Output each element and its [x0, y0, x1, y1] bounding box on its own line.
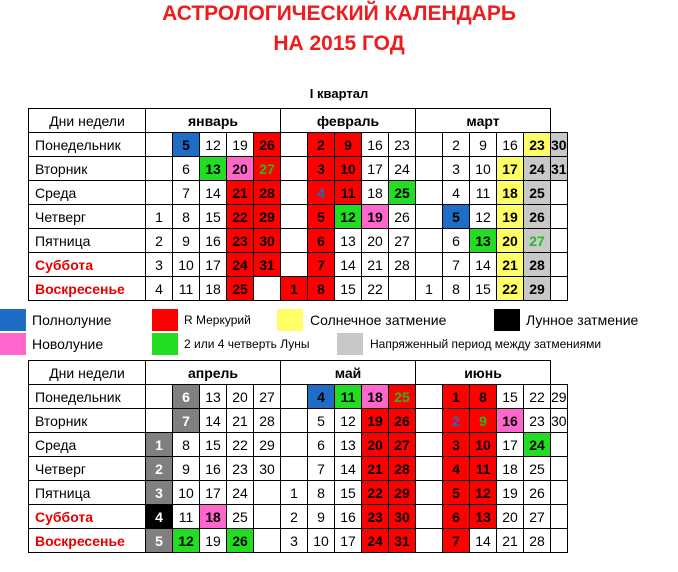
day-cell-march-3: 3: [443, 157, 470, 181]
day-cell-june-13: 13: [470, 505, 497, 529]
day-cell-may-24: 24: [362, 529, 389, 553]
day-cell-june-22: 22: [524, 385, 551, 409]
day-cell-january-28: 28: [254, 181, 281, 205]
weekday-label-friday: Пятница: [29, 481, 146, 505]
week-row-wednesday: [29, 181, 568, 205]
weekday-label-saturday: Суббота: [29, 253, 146, 277]
day-cell-march-21: 21: [497, 253, 524, 277]
day-cell-march-26: 26: [524, 205, 551, 229]
day-cell-may-18: 18: [362, 385, 389, 409]
day-cell-january-13: 13: [200, 157, 227, 181]
week-row-friday: [29, 229, 568, 253]
day-cell-may-4: 4: [308, 385, 335, 409]
day-cell-may-23: 23: [362, 505, 389, 529]
empty-cell: [416, 409, 443, 433]
r-mercury-swatch: [152, 309, 178, 331]
day-cell-january-17: 17: [200, 253, 227, 277]
day-cell-june-9: 9: [470, 409, 497, 433]
empty-cell: [416, 529, 443, 553]
day-cell-march-4: 4: [443, 181, 470, 205]
day-cell-april-24: 24: [227, 481, 254, 505]
week-row-thursday: [29, 457, 568, 481]
day-cell-april-8: 8: [173, 433, 200, 457]
day-cell-february-10: 10: [335, 157, 362, 181]
empty-cell: [551, 181, 568, 205]
legend-full-moon: Полнолуние: [32, 312, 112, 328]
day-cell-march-12: 12: [470, 205, 497, 229]
day-cell-march-16: 16: [497, 133, 524, 157]
empty-cell: [146, 157, 173, 181]
day-cell-march-17: 17: [497, 157, 524, 181]
legend-quarter-moon: 2 или 4 четверть Луны: [184, 337, 310, 351]
empty-cell: [281, 409, 308, 433]
day-cell-march-20: 20: [497, 229, 524, 253]
empty-cell: [281, 457, 308, 481]
legend-tense-period: Напряженный период между затмениями: [370, 337, 602, 351]
day-cell-april-23: 23: [227, 457, 254, 481]
day-cell-february-20: 20: [362, 229, 389, 253]
day-cell-may-16: 16: [335, 505, 362, 529]
day-cell-march-15: 15: [470, 277, 497, 301]
day-cell-may-28: 28: [389, 457, 416, 481]
day-cell-undefined-30: 30: [551, 409, 568, 433]
quarter-moon-swatch: [152, 333, 178, 355]
day-cell-february-16: 16: [362, 133, 389, 157]
day-cell-undefined-30: 30: [551, 133, 568, 157]
day-cell-february-19: 19: [362, 205, 389, 229]
day-cell-january-16: 16: [200, 229, 227, 253]
day-cell-april-1: 1: [146, 433, 173, 457]
empty-cell: [551, 277, 568, 301]
day-cell-january-29: 29: [254, 205, 281, 229]
quarter-label: I квартал: [309, 86, 369, 101]
weekday-label-monday: Понедельник: [29, 133, 146, 157]
weekdays-header: Дни недели: [29, 361, 146, 385]
empty-cell: [416, 433, 443, 457]
day-cell-may-22: 22: [362, 481, 389, 505]
day-cell-may-19: 19: [362, 409, 389, 433]
day-cell-march-5: 5: [443, 205, 470, 229]
day-cell-february-26: 26: [389, 205, 416, 229]
day-cell-june-11: 11: [470, 457, 497, 481]
day-cell-february-6: 6: [308, 229, 335, 253]
empty-cell: [416, 457, 443, 481]
day-cell-february-7: 7: [308, 253, 335, 277]
day-cell-february-24: 24: [389, 157, 416, 181]
weekday-label-tuesday: Вторник: [29, 409, 146, 433]
week-row-sunday: [29, 529, 568, 553]
day-cell-january-20: 20: [227, 157, 254, 181]
day-cell-february-27: 27: [389, 229, 416, 253]
day-cell-june-18: 18: [497, 457, 524, 481]
day-cell-june-16: 16: [497, 409, 524, 433]
day-cell-may-26: 26: [389, 409, 416, 433]
day-cell-june-4: 4: [443, 457, 470, 481]
day-cell-february-18: 18: [362, 181, 389, 205]
day-cell-march-27: 27: [524, 229, 551, 253]
empty-cell: [254, 481, 281, 505]
day-cell-january-4: 4: [146, 277, 173, 301]
day-cell-january-1: 1: [146, 205, 173, 229]
empty-cell: [551, 457, 568, 481]
day-cell-may-11: 11: [335, 385, 362, 409]
day-cell-may-21: 21: [362, 457, 389, 481]
empty-cell: [389, 277, 416, 301]
day-cell-january-11: 11: [173, 277, 200, 301]
day-cell-may-27: 27: [389, 433, 416, 457]
weekday-label-monday: Понедельник: [29, 385, 146, 409]
day-cell-january-19: 19: [227, 133, 254, 157]
day-cell-may-1: 1: [281, 481, 308, 505]
day-cell-may-3: 3: [281, 529, 308, 553]
day-cell-january-2: 2: [146, 229, 173, 253]
day-cell-january-5: 5: [173, 133, 200, 157]
empty-cell: [281, 253, 308, 277]
weekday-label-thursday: Четверг: [29, 457, 146, 481]
day-cell-june-28: 28: [524, 529, 551, 553]
quarter-2-table: [28, 360, 568, 553]
weekday-label-sunday: Воскресенье: [29, 529, 146, 553]
day-cell-february-3: 3: [308, 157, 335, 181]
day-cell-april-13: 13: [200, 385, 227, 409]
day-cell-april-4: 4: [146, 505, 173, 529]
empty-cell: [416, 385, 443, 409]
month-header-june: июнь: [416, 361, 551, 385]
day-cell-february-17: 17: [362, 157, 389, 181]
empty-cell: [416, 229, 443, 253]
empty-cell: [551, 205, 568, 229]
day-cell-may-5: 5: [308, 409, 335, 433]
day-cell-may-14: 14: [335, 457, 362, 481]
empty-cell: [254, 277, 281, 301]
day-cell-may-17: 17: [335, 529, 362, 553]
day-cell-january-31: 31: [254, 253, 281, 277]
lunar-eclipse-swatch: [494, 309, 520, 331]
day-cell-march-22: 22: [497, 277, 524, 301]
day-cell-january-27: 27: [254, 157, 281, 181]
day-cell-june-12: 12: [470, 481, 497, 505]
day-cell-january-24: 24: [227, 253, 254, 277]
day-cell-january-7: 7: [173, 181, 200, 205]
day-cell-april-29: 29: [254, 433, 281, 457]
day-cell-january-6: 6: [173, 157, 200, 181]
day-cell-january-23: 23: [227, 229, 254, 253]
empty-cell: [416, 505, 443, 529]
day-cell-march-19: 19: [497, 205, 524, 229]
day-cell-april-18: 18: [200, 505, 227, 529]
day-cell-february-1: 1: [281, 277, 308, 301]
weekdays-header: Дни недели: [29, 109, 146, 133]
weekday-label-thursday: Четверг: [29, 205, 146, 229]
day-cell-april-7: 7: [173, 409, 200, 433]
day-cell-january-14: 14: [200, 181, 227, 205]
tense-period-swatch: [337, 333, 363, 355]
day-cell-january-26: 26: [254, 133, 281, 157]
weekday-label-wednesday: Среда: [29, 181, 146, 205]
month-header-may: май: [281, 361, 416, 385]
day-cell-february-22: 22: [362, 277, 389, 301]
day-cell-january-10: 10: [173, 253, 200, 277]
legend: [0, 309, 678, 357]
day-cell-january-22: 22: [227, 205, 254, 229]
day-cell-january-3: 3: [146, 253, 173, 277]
day-cell-june-7: 7: [443, 529, 470, 553]
day-cell-may-31: 31: [389, 529, 416, 553]
day-cell-march-13: 13: [470, 229, 497, 253]
day-cell-february-9: 9: [335, 133, 362, 157]
day-cell-march-14: 14: [470, 253, 497, 277]
day-cell-april-20: 20: [227, 385, 254, 409]
empty-cell: [551, 505, 568, 529]
week-row-saturday: [29, 505, 568, 529]
day-cell-may-29: 29: [389, 481, 416, 505]
month-header-april: апрель: [146, 361, 281, 385]
day-cell-june-23: 23: [524, 409, 551, 433]
empty-cell: [281, 229, 308, 253]
day-cell-april-26: 26: [227, 529, 254, 553]
day-cell-june-1: 1: [443, 385, 470, 409]
day-cell-june-5: 5: [443, 481, 470, 505]
day-cell-june-25: 25: [524, 457, 551, 481]
day-cell-april-27: 27: [254, 385, 281, 409]
week-row-wednesday: [29, 433, 568, 457]
day-cell-june-15: 15: [497, 385, 524, 409]
week-row-saturday: [29, 253, 568, 277]
day-cell-may-9: 9: [308, 505, 335, 529]
day-cell-april-15: 15: [200, 433, 227, 457]
day-cell-april-10: 10: [173, 481, 200, 505]
week-row-monday: [29, 133, 568, 157]
day-cell-may-25: 25: [389, 385, 416, 409]
empty-cell: [281, 385, 308, 409]
empty-cell: [551, 229, 568, 253]
day-cell-april-16: 16: [200, 457, 227, 481]
day-cell-march-25: 25: [524, 181, 551, 205]
day-cell-may-7: 7: [308, 457, 335, 481]
new-moon-swatch: [0, 333, 26, 355]
week-row-friday: [29, 481, 568, 505]
day-cell-may-20: 20: [362, 433, 389, 457]
day-cell-february-28: 28: [389, 253, 416, 277]
legend-new-moon: Новолуние: [32, 336, 104, 352]
month-header-february: февраль: [281, 109, 416, 133]
day-cell-february-12: 12: [335, 205, 362, 229]
week-row-tuesday: [29, 409, 568, 433]
day-cell-march-28: 28: [524, 253, 551, 277]
day-cell-april-22: 22: [227, 433, 254, 457]
empty-cell: [416, 133, 443, 157]
week-row-sunday: [29, 277, 568, 301]
day-cell-february-23: 23: [389, 133, 416, 157]
weekday-label-wednesday: Среда: [29, 433, 146, 457]
day-cell-january-21: 21: [227, 181, 254, 205]
day-cell-march-6: 6: [443, 229, 470, 253]
day-cell-march-8: 8: [443, 277, 470, 301]
week-row-thursday: [29, 205, 568, 229]
week-row-monday: [29, 385, 568, 409]
day-cell-april-9: 9: [173, 457, 200, 481]
day-cell-june-24: 24: [524, 433, 551, 457]
day-cell-march-7: 7: [443, 253, 470, 277]
day-cell-february-13: 13: [335, 229, 362, 253]
day-cell-march-23: 23: [524, 133, 551, 157]
day-cell-may-10: 10: [308, 529, 335, 553]
day-cell-january-25: 25: [227, 277, 254, 301]
empty-cell: [254, 505, 281, 529]
day-cell-april-25: 25: [227, 505, 254, 529]
empty-cell: [416, 157, 443, 181]
day-cell-undefined-29: 29: [551, 385, 568, 409]
weekday-label-saturday: Суббота: [29, 505, 146, 529]
day-cell-april-19: 19: [200, 529, 227, 553]
empty-cell: [281, 181, 308, 205]
day-cell-may-2: 2: [281, 505, 308, 529]
day-cell-june-8: 8: [470, 385, 497, 409]
month-header-march: март: [416, 109, 551, 133]
day-cell-may-13: 13: [335, 433, 362, 457]
empty-cell: [416, 481, 443, 505]
legend-solar-eclipse: Солнечное затмение: [310, 312, 447, 328]
day-cell-april-21: 21: [227, 409, 254, 433]
empty-cell: [146, 133, 173, 157]
day-cell-june-14: 14: [470, 529, 497, 553]
empty-cell: [281, 157, 308, 181]
day-cell-march-2: 2: [443, 133, 470, 157]
day-cell-february-4: 4: [308, 181, 335, 205]
day-cell-april-14: 14: [200, 409, 227, 433]
full-moon-swatch: [0, 309, 26, 331]
day-cell-june-19: 19: [497, 481, 524, 505]
day-cell-april-30: 30: [254, 457, 281, 481]
day-cell-april-2: 2: [146, 457, 173, 481]
empty-cell: [146, 409, 173, 433]
day-cell-june-17: 17: [497, 433, 524, 457]
weekday-label-sunday: Воскресенье: [29, 277, 146, 301]
day-cell-june-26: 26: [524, 481, 551, 505]
empty-cell: [551, 433, 568, 457]
day-cell-february-25: 25: [389, 181, 416, 205]
day-cell-june-3: 3: [443, 433, 470, 457]
empty-cell: [551, 529, 568, 553]
day-cell-april-17: 17: [200, 481, 227, 505]
page-title-line2: НА 2015 ГОД: [273, 32, 405, 55]
day-cell-may-8: 8: [308, 481, 335, 505]
day-cell-february-15: 15: [335, 277, 362, 301]
day-cell-january-9: 9: [173, 229, 200, 253]
day-cell-may-15: 15: [335, 481, 362, 505]
day-cell-may-6: 6: [308, 433, 335, 457]
month-header-january: январь: [146, 109, 281, 133]
day-cell-february-14: 14: [335, 253, 362, 277]
day-cell-june-27: 27: [524, 505, 551, 529]
page-title-line1: АСТРОЛОГИЧЕСКИЙ КАЛЕНДАРЬ: [162, 2, 516, 25]
empty-cell: [416, 253, 443, 277]
day-cell-may-30: 30: [389, 505, 416, 529]
weekday-label-friday: Пятница: [29, 229, 146, 253]
day-cell-january-18: 18: [200, 277, 227, 301]
day-cell-undefined-31: 31: [551, 157, 568, 181]
empty-cell: [551, 253, 568, 277]
day-cell-march-11: 11: [470, 181, 497, 205]
day-cell-january-30: 30: [254, 229, 281, 253]
day-cell-february-11: 11: [335, 181, 362, 205]
day-cell-february-2: 2: [308, 133, 335, 157]
day-cell-april-6: 6: [173, 385, 200, 409]
day-cell-april-12: 12: [173, 529, 200, 553]
empty-cell: [281, 133, 308, 157]
empty-cell: [416, 181, 443, 205]
day-cell-march-1: 1: [416, 277, 443, 301]
day-cell-january-12: 12: [200, 133, 227, 157]
day-cell-june-10: 10: [470, 433, 497, 457]
weekday-label-tuesday: Вторник: [29, 157, 146, 181]
empty-cell: [146, 385, 173, 409]
empty-cell: [281, 205, 308, 229]
day-cell-june-21: 21: [497, 529, 524, 553]
day-cell-june-20: 20: [497, 505, 524, 529]
quarter-1-table: [28, 108, 568, 301]
day-cell-march-10: 10: [470, 157, 497, 181]
legend-lunar-eclipse: Лунное затмение: [526, 312, 639, 328]
empty-cell: [416, 205, 443, 229]
day-cell-may-12: 12: [335, 409, 362, 433]
day-cell-april-5: 5: [146, 529, 173, 553]
day-cell-march-24: 24: [524, 157, 551, 181]
week-row-tuesday: [29, 157, 568, 181]
empty-cell: [146, 181, 173, 205]
day-cell-february-8: 8: [308, 277, 335, 301]
legend-r-mercury: R Меркурий: [184, 313, 251, 327]
day-cell-february-5: 5: [308, 205, 335, 229]
day-cell-march-18: 18: [497, 181, 524, 205]
empty-cell: [281, 433, 308, 457]
empty-cell: [254, 529, 281, 553]
day-cell-march-9: 9: [470, 133, 497, 157]
day-cell-june-2: 2: [443, 409, 470, 433]
day-cell-april-28: 28: [254, 409, 281, 433]
day-cell-march-29: 29: [524, 277, 551, 301]
day-cell-january-15: 15: [200, 205, 227, 229]
solar-eclipse-swatch: [277, 309, 303, 331]
empty-cell: [551, 481, 568, 505]
day-cell-april-11: 11: [173, 505, 200, 529]
day-cell-february-21: 21: [362, 253, 389, 277]
day-cell-june-6: 6: [443, 505, 470, 529]
day-cell-april-3: 3: [146, 481, 173, 505]
day-cell-january-8: 8: [173, 205, 200, 229]
